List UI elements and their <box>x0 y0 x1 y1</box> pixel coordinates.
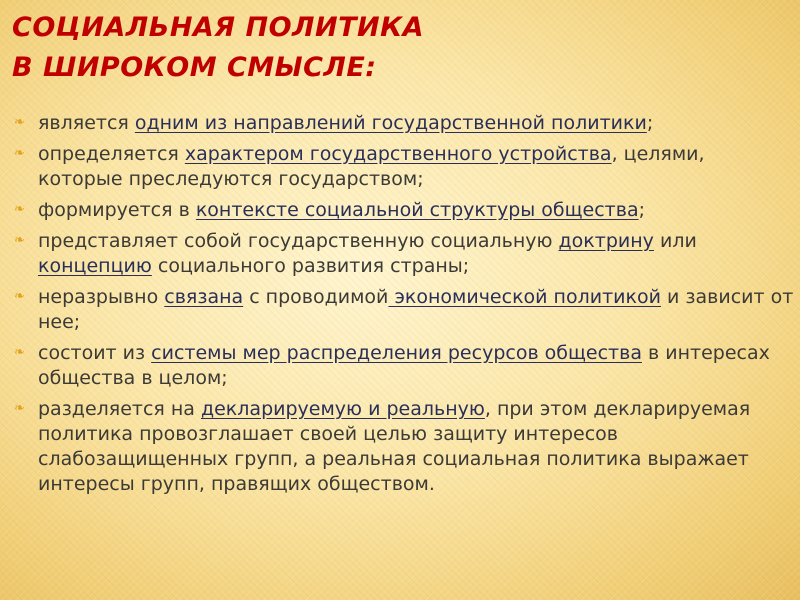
hyperlink[interactable]: экономической политикой <box>388 286 661 308</box>
slide-title-line-1: СОЦИАЛЬНАЯ ПОЛИТИКА <box>12 12 425 43</box>
hyperlink[interactable]: одним из направлений государственной политики <box>134 112 647 134</box>
bullet-text: ; <box>638 199 645 221</box>
hyperlink[interactable]: системы мер распределения ресурсов общества <box>151 342 642 364</box>
bullet-text: состоит из <box>38 342 152 364</box>
bullet-text: ; <box>646 112 654 134</box>
hyperlink[interactable]: концепцию <box>38 255 152 277</box>
slide-title-line-2: В ШИРОКОМ СМЫСЛЕ: <box>12 52 377 83</box>
bullet-text: социального развития страны; <box>151 255 470 277</box>
bullet-text: , целями, которые преследуются государством; <box>38 143 705 190</box>
bullet-list <box>14 111 794 503</box>
bullet-item-6 <box>14 341 794 391</box>
bullet-item-2 <box>14 142 794 192</box>
hyperlink[interactable]: декларируемую и реальную <box>200 398 485 420</box>
bullet-text: с проводимой <box>243 286 389 308</box>
hyperlink[interactable]: связана <box>164 286 244 308</box>
ornament-bullet-icon: ❧ <box>14 202 25 217</box>
slide-title <box>12 8 772 88</box>
bullet-text: или <box>653 230 697 252</box>
bullet-text: разделяется на <box>38 398 201 420</box>
bullet-text: является <box>38 112 135 134</box>
bullet-text: определяется <box>38 143 185 165</box>
bullet-text: формируется в <box>38 199 196 221</box>
bullet-item-4 <box>14 229 794 279</box>
bullet-text: , при этом декларируемая политика провозглашает своей целью защиту интересов слабозащищенных групп, а реальная социальная политика выражает интересы групп, правящих обществом. <box>38 398 751 495</box>
ornament-bullet-icon: ❧ <box>14 401 25 416</box>
bullet-item-5 <box>14 285 794 335</box>
ornament-bullet-icon: ❧ <box>14 345 25 360</box>
hyperlink[interactable]: доктрину <box>558 230 654 252</box>
bullet-item-1 <box>14 111 794 136</box>
hyperlink[interactable]: контексте социальной структуры общества <box>195 199 639 221</box>
hyperlink[interactable]: характером государственного устройства <box>184 143 612 165</box>
bullet-text: и зависит от нее; <box>38 286 794 333</box>
ornament-bullet-icon: ❧ <box>14 289 25 304</box>
bullet-text: представляет собой государственную социальную <box>38 230 559 252</box>
ornament-bullet-icon: ❧ <box>14 233 25 248</box>
bullet-item-7 <box>14 397 794 497</box>
ornament-bullet-icon: ❧ <box>14 115 25 130</box>
bullet-text: в интересах общества в целом; <box>38 342 770 389</box>
ornament-bullet-icon: ❧ <box>14 146 25 161</box>
bullet-text: неразрывно <box>38 286 165 308</box>
bullet-item-3 <box>14 198 794 223</box>
